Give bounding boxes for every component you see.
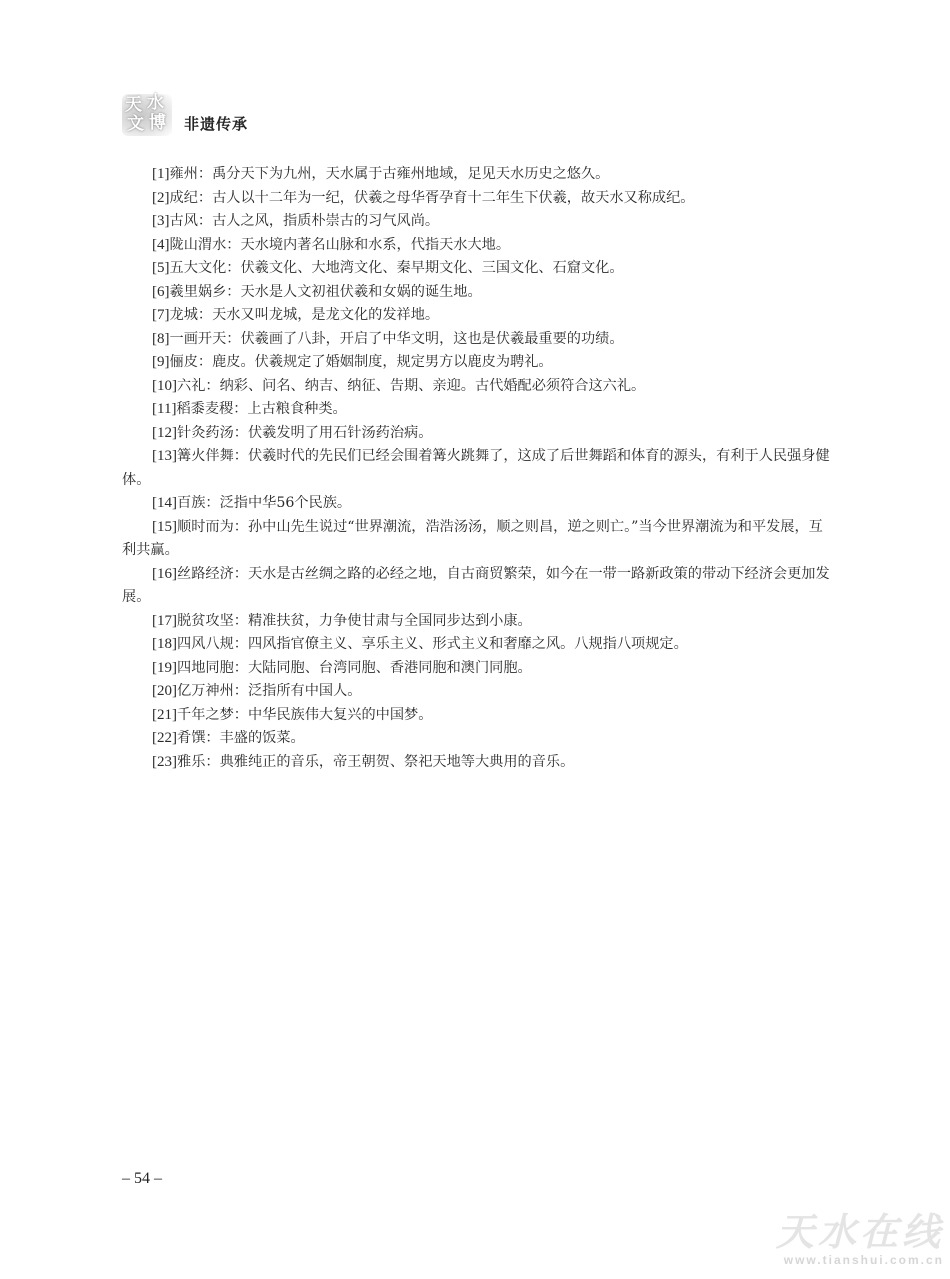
logo-char: 文 — [127, 114, 144, 134]
footnote-text: 篝火伴舞：伏羲时代的先民们已经会围着篝火跳舞了，这成了后世舞蹈和体育的源头，有利于人民强身健体。 — [122, 448, 830, 488]
logo-char: 水 — [147, 93, 164, 113]
tianshui-logo-stamp — [122, 94, 172, 136]
footnote-number: [2] — [152, 189, 170, 206]
footnote-item — [152, 257, 832, 281]
footnote-item — [152, 281, 832, 305]
footnote-item — [152, 398, 832, 422]
footnote-text: 一画开天：伏羲画了八卦，开启了中华文明，这也是伏羲最重要的功绩。 — [169, 330, 624, 347]
footnote-item — [122, 563, 832, 610]
footnote-item — [152, 751, 832, 775]
footnote-text: 俪皮：鹿皮。伏羲规定了婚姻制度，规定男方以鹿皮为聘礼。 — [169, 354, 553, 370]
footnote-item — [122, 445, 832, 492]
footnote-text: 针灸药汤：伏羲发明了用石针汤药治病。 — [177, 424, 433, 441]
footnote-item — [152, 304, 832, 328]
footnote-number: [8] — [152, 330, 170, 347]
footnote-item — [152, 234, 832, 258]
footnote-text: 六礼：纳彩、问名、纳吉、纳征、告期、亲迎。古代婚配必须符合这六礼。 — [177, 377, 646, 394]
footnote-text: 雅乐：典雅纯正的音乐，帝王朝贺、祭祀天地等大典用的音乐。 — [177, 753, 575, 770]
footnote-item — [152, 680, 832, 704]
footnote-text: 丝路经济：天水是古丝绸之路的必经之地，自古商贸繁荣，如今在一带一路新政策的带动下经济会更加发展。 — [122, 565, 830, 605]
footnote-number: [21] — [152, 706, 177, 723]
footnote-number: [16] — [152, 565, 177, 582]
footnote-number: [7] — [152, 307, 170, 323]
footnote-item — [152, 210, 832, 234]
footnote-text: 龙城：天水又叫龙城，是龙文化的发祥地。 — [169, 307, 440, 323]
footnote-number: [14] — [152, 495, 177, 511]
page-header — [122, 92, 248, 136]
logo-char: 天 — [125, 95, 142, 115]
footnote-item — [152, 375, 832, 399]
section-title: 非遗传承 — [184, 115, 249, 133]
footnote-text: 成纪：古人以十二年为一纪，伏羲之母华胥孕育十二年生下伏羲，故天水又称成纪。 — [169, 189, 695, 206]
footnote-item — [152, 163, 832, 187]
footnote-number: [10] — [152, 377, 177, 394]
footnote-number: [12] — [152, 424, 177, 441]
footnote-item — [152, 351, 832, 375]
footnote-number: [13] — [152, 448, 177, 464]
footnote-item — [152, 657, 832, 681]
footnote-number: [5] — [152, 260, 170, 276]
footnote-text: 羲里娲乡：天水是人文初祖伏羲和女娲的诞生地。 — [169, 283, 482, 300]
page-number: – 54 – — [122, 1170, 162, 1187]
footnote-number: [1] — [152, 166, 170, 182]
footnote-item — [152, 328, 832, 352]
footnote-text: 亿万神州：泛指所有中国人。 — [177, 683, 362, 699]
logo-char: 博 — [149, 113, 166, 133]
footnote-number: [19] — [152, 659, 177, 676]
footnote-item — [152, 187, 832, 211]
footnote-number: [22] — [152, 730, 177, 746]
watermark — [764, 1211, 944, 1275]
footnote-number: [15] — [152, 518, 177, 535]
footnote-number: [9] — [152, 354, 170, 370]
footnote-text: 肴馔：丰盛的饭菜。 — [177, 730, 305, 746]
footnote-item — [122, 516, 832, 563]
footnote-number: [3] — [152, 213, 170, 229]
footnote-item — [152, 492, 832, 516]
footnote-item — [152, 727, 832, 751]
footnote-text: 千年之梦：中华民族伟大复兴的中国梦。 — [177, 706, 433, 723]
footnote-number: [18] — [152, 636, 177, 652]
footnote-item — [152, 610, 832, 634]
footnote-text: 稻黍麦稷：上古粮食种类。 — [176, 401, 347, 417]
footnote-text: 陇山渭水：天水境内著名山脉和水系，代指天水大地。 — [169, 236, 511, 253]
footnote-text: 五大文化：伏羲文化、大地湾文化、秦早期文化、三国文化、石窟文化。 — [169, 260, 624, 276]
footnote-text: 脱贫攻坚：精准扶贫，力争使甘肃与全国同步达到小康。 — [177, 612, 532, 629]
footnote-text: 顺时而为：孙中山先生说过“世界潮流，浩浩汤汤，顺之则昌，逆之则亡。”当今世界潮流为和平发展，互利共赢。 — [122, 518, 823, 558]
footnote-text: 四风八规：四风指官僚主义、享乐主义、形式主义和奢靡之风。八规指八项规定。 — [177, 636, 688, 652]
footnote-number: [11] — [152, 401, 177, 417]
footnote-item — [152, 422, 832, 446]
footnote-number: [6] — [152, 283, 170, 300]
footnote-text: 百族：泛指中华56个民族。 — [177, 495, 352, 511]
footnote-text: 古风：古人之风，指质朴崇古的习气风尚。 — [169, 213, 440, 229]
footnote-item — [152, 633, 832, 657]
footnote-number: [23] — [152, 753, 177, 770]
footnotes-list — [122, 163, 832, 774]
footnote-number: [17] — [152, 612, 177, 629]
footnote-item — [152, 704, 832, 728]
footnote-text: 四地同胞：大陆同胞、台湾同胞、香港同胞和澳门同胞。 — [177, 659, 532, 676]
watermark-url: www.tianshui.com.cn — [783, 1253, 944, 1267]
watermark-title: 天水在线 — [775, 1210, 944, 1254]
footnote-number: [20] — [152, 683, 177, 699]
footnote-number: [4] — [152, 236, 170, 253]
footnote-text: 雍州：禹分天下为九州，天水属于古雍州地域，足见天水历史之悠久。 — [169, 166, 610, 182]
